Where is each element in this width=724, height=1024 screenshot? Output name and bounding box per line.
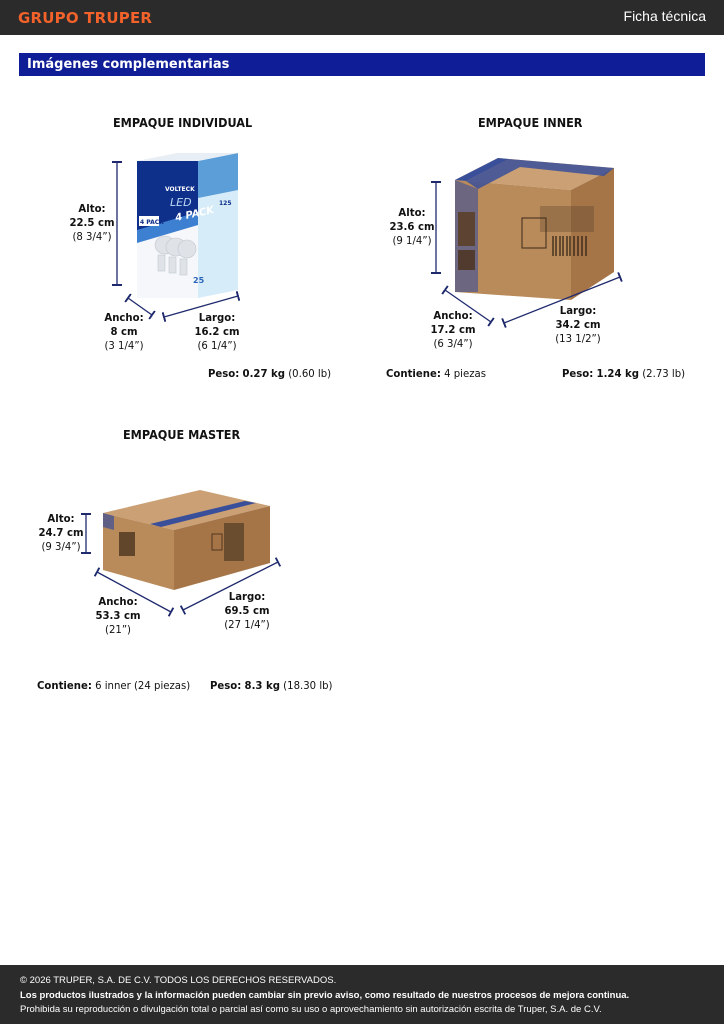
- inner-contents: Contiene: 4 piezas: [386, 367, 486, 380]
- inner-alto-label: Alto: 23.6 cm (9 1/4”): [389, 206, 435, 247]
- svg-text:LED: LED: [170, 196, 192, 209]
- svg-text:125: 125: [219, 200, 232, 207]
- inner-box-image: [455, 158, 614, 300]
- individual-largo-label: Largo: 16.2 cm (6 1/4”): [194, 311, 240, 352]
- individual-ancho-label: Ancho: 8 cm (3 1/4”): [104, 311, 144, 352]
- master-weight: Peso: 8.3 kg (18.30 lb): [210, 679, 333, 692]
- master-alto-label: Alto: 24.7 cm (9 3/4”): [38, 512, 84, 553]
- footer-copyright: © 2026 TRUPER, S.A. DE C.V. TODOS LOS DERECHOS RESERVADOS.: [20, 975, 337, 986]
- master-contents: Contiene: 6 inner (24 piezas): [37, 679, 191, 692]
- footer-notice: Los productos ilustrados y la información pueden cambiar sin previo aviso, como resultado de nuestros procesos de mejora continua.: [20, 990, 630, 1001]
- individual-box-image: [137, 153, 238, 298]
- brand-logo: GRUPO TRUPER: [18, 9, 153, 27]
- master-ancho-label: Ancho: 53.3 cm (21”): [95, 595, 141, 636]
- inner-ancho-label: Ancho: 17.2 cm (6 3/4”): [430, 309, 476, 350]
- svg-text:4 PACK: 4 PACK: [140, 219, 164, 226]
- master-title: EMPAQUE MASTER: [123, 427, 241, 442]
- footer-prohibition: Prohibida su reproducción o divulgación total o parcial así como su uso o aprovechamiento sin autorización escrita de Truper, S.A. de C.V.: [20, 1004, 602, 1015]
- inner-title: EMPAQUE INNER: [478, 115, 583, 130]
- master-largo-label: Largo: 69.5 cm (27 1/4”): [224, 590, 270, 631]
- inner-weight: Peso: 1.24 kg (2.73 lb): [562, 367, 686, 380]
- section-title: Imágenes complementarias: [27, 57, 230, 72]
- svg-text:25: 25: [193, 276, 205, 285]
- inner-box-side: [571, 168, 614, 300]
- individual-title: EMPAQUE INDIVIDUAL: [113, 115, 253, 130]
- document-type: Ficha técnica: [623, 8, 706, 24]
- individual-alto-label: Alto: 22.5 cm (8 3/4”): [69, 202, 115, 243]
- footer: [0, 965, 724, 1024]
- svg-text:VOLTECK: VOLTECK: [165, 186, 195, 193]
- svg-text:4 PACK: 4 PACK: [174, 204, 216, 224]
- individual-weight: Peso: 0.27 kg (0.60 lb): [208, 367, 332, 380]
- master-box-image: [103, 490, 270, 590]
- inner-largo-label: Largo: 34.2 cm (13 1/2”): [555, 304, 601, 345]
